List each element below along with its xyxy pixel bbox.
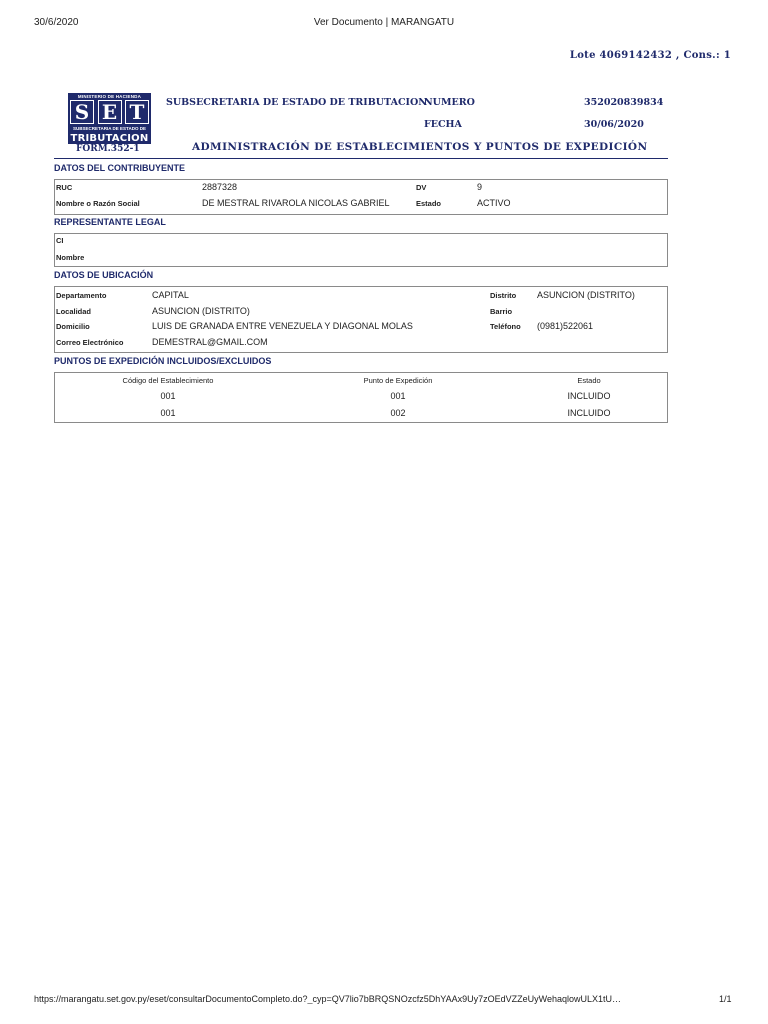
column-header: Código del Establecimiento [122, 376, 214, 385]
numero-label: NUMERO [424, 97, 475, 108]
print-date: 30/6/2020 [34, 17, 79, 28]
lote-number: Lote 4069142432 , Cons.: 1 [569, 50, 731, 61]
correo-value: DEMESTRAL@GMAIL.COM [152, 337, 268, 347]
section-ubicacion: DATOS DE UBICACIÓN [54, 270, 154, 280]
departamento-value: CAPITAL [152, 290, 189, 300]
footer-url: https://marangatu.set.gov.py/eset/consultarDocumentoCompleto.do?_cyp=QV7lio7bBRQSNOzcfz5DhYAAx9Uy7zOEdVZZeUyWehaqlowULX1tU… [34, 994, 622, 1004]
table-cell: INCLUIDO [567, 391, 611, 401]
footer-page: 1/1 [719, 994, 732, 1004]
contribuyente-box [54, 179, 668, 215]
header-rule [54, 158, 668, 159]
domicilio-value: LUIS DE GRANADA ENTRE VENEZUELA Y DIAGONAL MOLAS [152, 321, 413, 331]
print-title: Ver Documento | MARANGATU [313, 17, 455, 28]
representante-box [54, 233, 668, 267]
set-logo: MINISTERIO DE HACIENDA S E T SUBSECRETARIA DE ESTADO DE TRIBUTACION [68, 93, 151, 144]
ruc-value: 2887328 [202, 182, 238, 192]
section-representante: REPRESENTANTE LEGAL [54, 217, 166, 227]
table-cell: 001 [160, 408, 176, 418]
localidad-label: Localidad [56, 307, 92, 316]
dv-value: 9 [477, 182, 483, 192]
nombre-label: Nombre o Razón Social [56, 199, 140, 208]
localidad-value: ASUNCION (DISTRITO) [152, 306, 250, 316]
table-cell: INCLUIDO [567, 408, 611, 418]
fecha-label: FECHA [424, 119, 462, 130]
telefono-value: (0981)522061 [537, 321, 594, 331]
distrito-label: Distrito [490, 291, 517, 300]
agency-name: SUBSECRETARIA DE ESTADO DE TRIBUTACION [166, 97, 427, 108]
distrito-value: ASUNCION (DISTRITO) [537, 290, 635, 300]
numero-value: 352020839834 [584, 97, 664, 108]
domicilio-label: Domicilio [56, 322, 90, 331]
departamento-label: Departamento [56, 291, 107, 300]
fecha-value: 30/06/2020 [584, 119, 644, 130]
table-cell: 001 [390, 391, 406, 401]
table-cell: 001 [160, 391, 176, 401]
document-title: ADMINISTRACIÓN DE ESTABLECIMIENTOS Y PUNTOS DE EXPEDICIÓN [192, 141, 648, 153]
column-header: Estado [577, 376, 601, 385]
dv-label: DV [416, 183, 427, 192]
form-code: FORM.352-1 [76, 144, 140, 154]
ruc-label: RUC [56, 183, 73, 192]
ci-label: CI [56, 236, 64, 245]
table-cell: 002 [390, 408, 406, 418]
barrio-label: Barrio [490, 307, 513, 316]
correo-label: Correo Electrónico [56, 338, 124, 347]
telefono-label: Teléfono [490, 322, 521, 331]
nombre-value: DE MESTRAL RIVAROLA NICOLAS GABRIEL [202, 198, 390, 208]
section-contribuyente: DATOS DEL CONTRIBUYENTE [54, 163, 186, 173]
estado-label: Estado [416, 199, 442, 208]
estado-value: ACTIVO [477, 198, 511, 208]
section-puntos: PUNTOS DE EXPEDICIÓN INCLUIDOS/EXCLUIDOS [54, 356, 272, 366]
representante-nombre-label: Nombre [56, 253, 85, 262]
column-header: Punto de Expedición [363, 376, 433, 385]
